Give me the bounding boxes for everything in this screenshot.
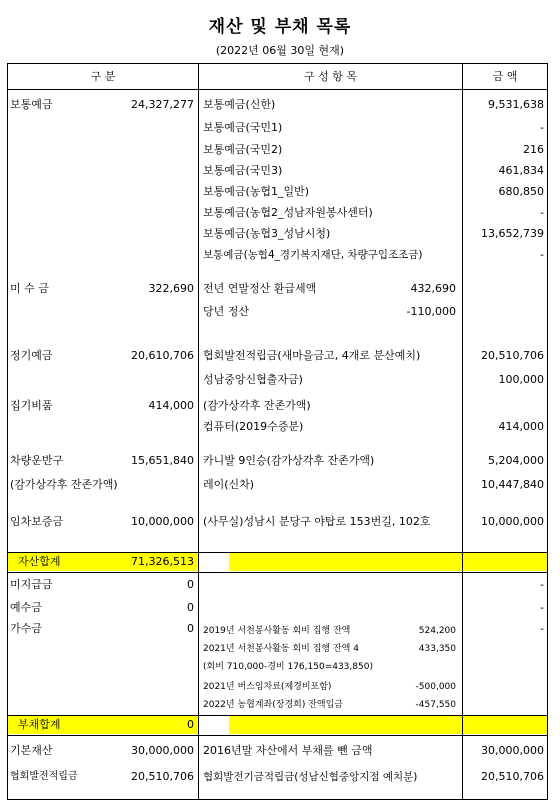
amount-value: 20,510,706 — [481, 770, 544, 783]
sub-amount: -457,550 — [415, 700, 456, 710]
sub-amount: -110,000 — [406, 305, 456, 318]
category-label: 임차보증금 — [10, 515, 64, 528]
asset-total-highlight — [229, 553, 462, 571]
item-label: 카니발 9인승(감가상각후 잔존가액) — [203, 454, 375, 467]
amount-value: - — [540, 121, 544, 134]
asset-total-label: 자산합계 — [18, 555, 61, 568]
sub-amount: 524,200 — [418, 626, 456, 636]
item-label: 보통예금(신한) — [203, 98, 276, 111]
item-label: 성남중앙신협출자금) — [203, 373, 303, 386]
item-label: 전년 연말정산 환급세액 — [203, 282, 317, 295]
category-value: 20,610,706 — [131, 349, 194, 362]
item-label: 2021년 버스임차료(제경비포함) — [203, 682, 332, 692]
header-category: 구 분 — [90, 70, 116, 83]
item-label: 보통예금(농협3_성남시청) — [203, 227, 331, 240]
category-label: 차량운반구 — [10, 454, 64, 467]
category-label: 미 수 금 — [10, 282, 49, 295]
row-divider — [8, 715, 547, 716]
item-label: 컴퓨터(2019수증분) — [203, 420, 304, 433]
category-label: 가수금 — [10, 622, 42, 635]
sub-amount: 433,350 — [418, 644, 456, 654]
page-title: 재산 및 부채 목록 — [208, 17, 352, 37]
assets-liabilities-table — [7, 63, 548, 800]
header-composition: 구 성 항 목 — [304, 70, 357, 83]
item-label: (감가상각후 잔존가액) — [203, 399, 311, 412]
category-value: 10,000,000 — [131, 515, 194, 528]
page-subtitle: (2022년 06월 30일 현재) — [215, 44, 345, 57]
item-label: (사무실)성남시 분당구 야탑로 153번길, 102호 — [203, 515, 431, 528]
category-value: 15,651,840 — [131, 454, 194, 467]
row-divider — [8, 552, 547, 553]
liability-total-highlight — [463, 716, 547, 734]
amount-value: 461,834 — [498, 164, 544, 177]
item-label: 2016년말 자산에서 부채를 뺀 금액 — [203, 744, 373, 757]
item-label: 보통예금(농협4_경기복지재단, 차량구입조조금) — [203, 249, 423, 261]
category-value: 30,000,000 — [131, 744, 194, 757]
category-label: 협회발전적립금 — [10, 771, 78, 782]
category-value: 0 — [187, 578, 194, 591]
row-divider — [8, 572, 547, 573]
header-amount: 금 액 — [492, 70, 518, 83]
category-label: 보통예금 — [10, 98, 53, 111]
item-label: 보통예금(국민3) — [203, 164, 283, 177]
column-divider — [198, 64, 199, 799]
category-value: 20,510,706 — [131, 770, 194, 783]
category-label: (감가상각후 잔존가액) — [10, 478, 118, 491]
item-label: 2021년 서천봉사활동 회비 집행 잔액 4 — [203, 644, 359, 654]
item-label: 보통예금(농협2_성남자원봉사센터) — [203, 206, 373, 219]
liability-total-label: 부채합계 — [18, 718, 61, 731]
item-label: 협회발전적립금(새마을금고, 4개로 분산예치) — [203, 349, 421, 362]
category-label: 집기비품 — [10, 399, 53, 412]
amount-value: 5,204,000 — [488, 454, 544, 467]
amount-value: 414,000 — [498, 420, 544, 433]
item-label: (회비 710,000-경비 176,150=433,850) — [203, 662, 373, 672]
amount-value: 10,000,000 — [481, 515, 544, 528]
liability-total-value: 0 — [187, 718, 194, 731]
item-label: 2019년 서천봉사활동 회비 집행 잔액 — [203, 626, 351, 636]
amount-value: 20,510,706 — [481, 349, 544, 362]
amount-value: 13,652,739 — [481, 227, 544, 240]
category-label: 예수금 — [10, 601, 42, 614]
category-value: 414,000 — [148, 399, 194, 412]
category-value: 0 — [187, 622, 194, 635]
amount-value: - — [540, 601, 544, 614]
header-divider — [8, 89, 547, 90]
category-label: 미지급금 — [10, 578, 53, 591]
sub-amount: 432,690 — [410, 282, 456, 295]
amount-value: - — [540, 248, 544, 261]
category-value: 0 — [187, 601, 194, 614]
row-divider — [8, 735, 547, 736]
asset-total-highlight — [463, 553, 547, 571]
item-label: 당년 정산 — [203, 305, 250, 318]
asset-total-value: 71,326,513 — [131, 555, 194, 568]
amount-value: 10,447,840 — [481, 478, 544, 491]
amount-value: 216 — [523, 143, 544, 156]
item-label: 보통예금(농협1_일반) — [203, 185, 310, 198]
item-label: 보통예금(국민1) — [203, 121, 283, 134]
item-label: 협회발전기금적립금(성남신협중앙지점 예치분) — [203, 771, 418, 783]
category-value: 24,327,277 — [131, 98, 194, 111]
liability-total-highlight — [229, 716, 462, 734]
amount-value: 9,531,638 — [488, 98, 544, 111]
item-label: 레이(신차) — [203, 478, 255, 491]
amount-value: - — [540, 622, 544, 635]
amount-value: 100,000 — [498, 373, 544, 386]
item-label: 2022년 농협계좌(장경희) 잔액입금 — [203, 700, 343, 710]
amount-value: 30,000,000 — [481, 744, 544, 757]
category-label: 기본재산 — [10, 744, 53, 757]
category-value: 322,690 — [148, 282, 194, 295]
item-label: 보통예금(국민2) — [203, 143, 283, 156]
amount-value: 680,850 — [498, 185, 544, 198]
amount-value: - — [540, 578, 544, 591]
amount-value: - — [540, 206, 544, 219]
category-label: 정기예금 — [10, 349, 53, 362]
sub-amount: -500,000 — [415, 682, 456, 692]
